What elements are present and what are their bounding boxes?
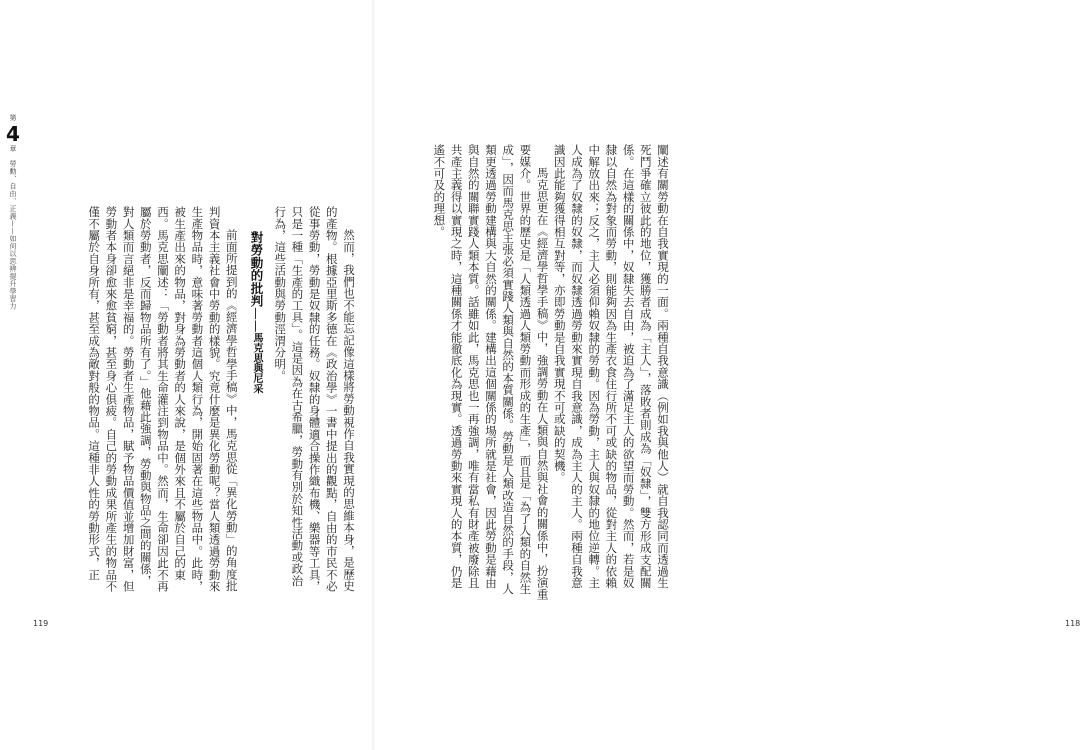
section-title: 對勞動的批判 — [248, 231, 264, 308]
section-heading — [248, 206, 265, 596]
paragraph: 然而，我們也不能忘記像這樣將勞動視作自我實現的思維本身，是歷史的產物。根據亞里斯多德在《政治學》一書中提出的觀點，自由的市民不必從事勞動，勞動是奴隸的任務。奴隸的身體適合操作織布機、樂器等工具，只是一種「生產的工具」。這是因為在古希臘，勞動有別於知性活動或政治行為，這些活動與勞動涇渭分明。 — [273, 206, 356, 593]
chapter-marker — [2, 114, 24, 310]
page-number-left: 119 — [33, 619, 49, 628]
chapter-running-title: 勞動、自由、正義——如何以思辨提升學習力 — [9, 160, 17, 310]
chapter-label-bottom: 章 — [9, 145, 17, 153]
left-page-text — [87, 206, 357, 596]
page-number-right: 118 — [1065, 619, 1080, 628]
right-page-text — [423, 144, 671, 600]
left-page — [0, 0, 375, 750]
paragraph: 闡述有關勞動在自我實現的一面。兩種自我意識（例如我與他人）就自我認同而透過生死鬥爭確立彼此的地位，獲勝者成為「主人」，落敗者則成為「奴隸」，雙方形成支配關係。在這樣的關係中，奴隸失去自由，被迫為了滿足主人的欲望而勞動。然而，若是奴隸以自然為對象而勞動，則能夠因為生產衣食住行所不可或缺的物品，從對主人的依賴中解放出來；反之，主人必須仰賴奴隸的勞動。因為勞動，主人與奴隸的地位逆轉。主人成為了奴隸的奴隸，而奴隸透過勞動來實現自我意識，成為主人的主人。兩種自我意識因此能夠獲得相互對等，亦即勞動是自我實現不可或缺的契機。 — [552, 144, 670, 589]
paragraph: 馬克思更在《經濟學哲學手稿》中，強調勞動在人類與自然與社會的關係中，扮演重要媒介。世界的歷史是「人類透過人類勞動而形成的生產」，而且是「為了人類的自然生成」，因而馬克思主張必須實踐人類與自然的本質關係。勞動是人類改造自然的手段，人類更透過勞動建構與大自然的關係。建構出這個關係的場所就是社會，因此勞動是藉由與自然的關聯實踐人類本質。話雖如此，馬克思也一再強調，唯有當私有財產被廢除且共產主義得以實現之時，這種關係才能徹底化為現實。透過勞動來實現人的本質，仍是遙不可及的理想。 — [432, 144, 550, 600]
chapter-number: 4 — [6, 122, 20, 146]
section-subtitle: 馬克思與尼采 — [250, 332, 262, 394]
paragraph: 前面所提到的《經濟學哲學手稿》中，馬克思從「異化勞動」的角度批判資本主義社會中勞動的樣貌。究竟什麼是異化勞動呢？當人類透過勞動來生產物品時，意味著勞動者這個人類行為，開始固著在這些物品中。此時，被生產出來的物品，對身為勞動者的人來說，是個外來且不屬於自己的東西。馬克思闡述：「勞動者將其生命灌注到物品中。然而，生命卻因此不再屬於勞動者，反而歸物品所有了。」他藉此強調，勞動與物品之間的關係，對人類而言絕非是幸福的。勞動者生產物品，賦予物品價值並增加財富，但勞動者本身卻愈來愈貧窮，甚至身心俱疲。自己的勞動成果所產生的物品不僅不屬於自身所有，甚至成為敵對般的物品。這種非人性的勞動形式，正 — [87, 206, 239, 593]
chapter-label-top: 第 — [9, 114, 17, 122]
section-separator: —— — [248, 307, 264, 333]
